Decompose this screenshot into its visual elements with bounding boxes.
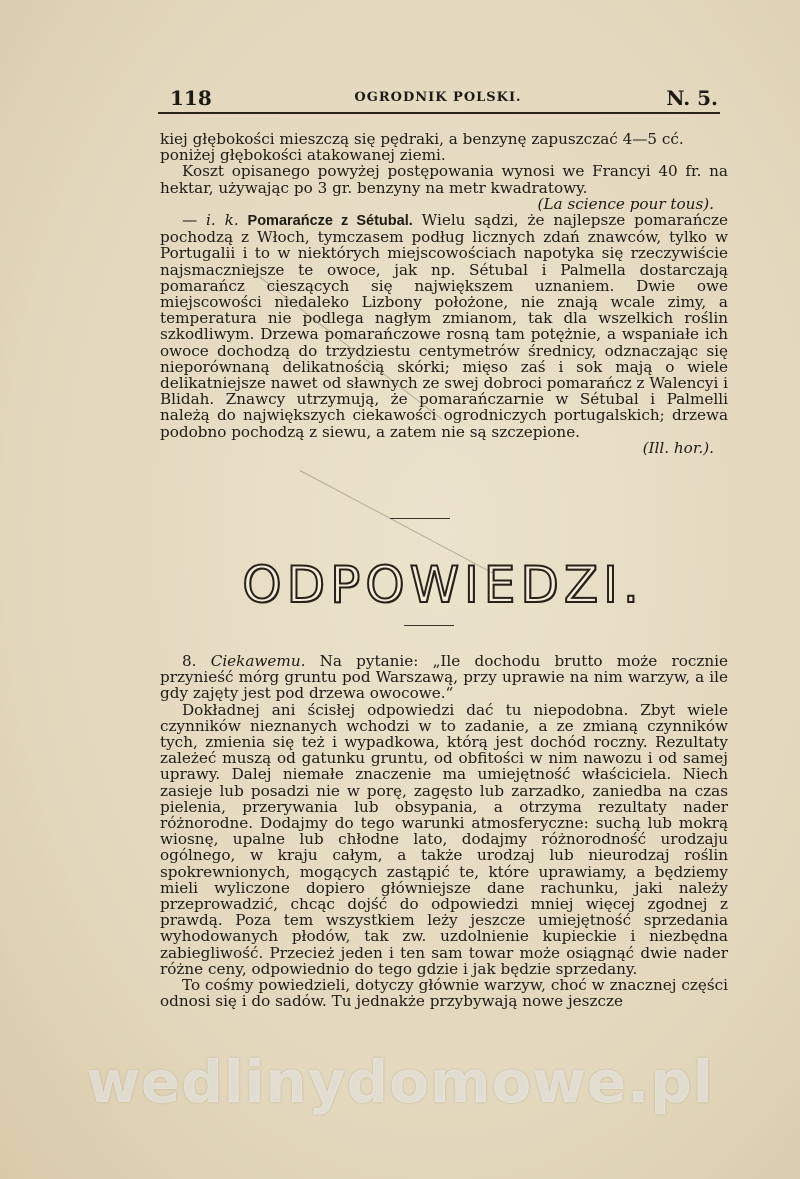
oranges-paragraph	[160, 212, 728, 440]
article-body: Wielu sądzi, że najlepsze pomarańcze pochodzą z Włoch, tymczasem podług licznych zdań znawców, tylko w Portugalii i to w niektórych miejscowościach napotyka się rzeczywiście najsmaczniejsze te owoce, jak np. Sétubal i Palmella dostarczają pomarańcz cieszących się największem uznaniem. Dwie owe miejscowości niedaleko Lizbony położone, nie znają wcale zimy, a temperatura nie podlega nagłym zmianom, tak dla wszelkich roślin szkodliwym. Drzewa pomarańczowe rosną tam potężnie, a wspaniałe ich owoce dochodzą do trzydziestu centymetrów średnicy, odznaczając się nieporównaną delikatnością skórki; mięso zaś i sok mają o wiele delikatniejsze nawet od sławnych ze swej dobroci pomarańcz z Walencyi i Blidah. Znawcy utrzymują, że pomarańczarnie w Sétubal i Palmelli należą do największych ciekawości ogrodniczych portugalskich; drzewa podobno pochodzą z siewu, a zatem nie są szczepione.	[160, 211, 729, 441]
page-number: 118	[170, 86, 212, 110]
answer-number: 8.	[182, 652, 197, 670]
answer-paragraph-2: To cośmy powiedzieli, dotyczy głównie warzyw, choć w znacznej części odnosi się i do sadów. Tu jednakże przybywają nowe jeszcze	[160, 976, 728, 1011]
continued-line-1: kiej głębokości mieszczą się pędraki, a benzynę zapuszczać 4—5 cć.	[160, 130, 684, 148]
answers-section	[160, 653, 728, 1009]
author-initials: — i. k.	[182, 211, 239, 230]
source-note-1: (La science pour tous).	[537, 194, 714, 213]
source-note-2: (Ill. hor.).	[642, 438, 714, 457]
journal-title: OGRODNIK POLSKI.	[354, 90, 522, 105]
section-title: ODPOWIEDZI.	[242, 556, 644, 614]
cost-paragraph: Koszt opisanego powyżej postępowania wynosi we Francyi 40 fr. na hektar, używając po 3 gr. benzyny na metr kwadratowy.	[160, 162, 728, 197]
article-heading: Pomarańcze z Sétubal.	[247, 213, 413, 230]
separator-rule-top	[390, 518, 450, 519]
article-top	[160, 131, 728, 456]
header-rule	[158, 112, 720, 114]
issue-number: N. 5.	[666, 86, 718, 110]
answer-paragraph-1: Dokładnej ani ścisłej odpowiedzi dać tu niepodobna. Zbyt wiele czynników nieznanych wchodzi w to zadanie, a ze zmianą czynników tych, zmienia się też i wypadkowa, którą jest dochód roczny. Rezultaty zależeć muszą od gatunku gruntu, od obfitości w nim nawozu i od samej uprawy. Dalej niemałe znaczenie ma umiejętność właściciela. Niech zasieje lub posadzi nie w porę, zagęsto lub zarzadko, zaniedba na czas pielenia, przerywania lub obsypania, a otrzyma rezultaty nader różnorodne. Dodajmy do tego warunki atmosferyczne: suchą lub mokrą wiosnę, upalne lub chłodne lato, dodajmy różnorodność urodzaju ogólnego, w kraju całym, a także urodzaj lub nieurodzaj roślin spokrewnionych, mogących zastąpić te, które uprawiamy, a będziemy mieli wyliczone dopiero główniejsze dane rachunku, jaki należy przeprowadzić, chcąc dojść do odpowiedzi mniej więcej zgodnej z prawdą. Poza tem wszystkiem leży jeszcze umiejętność sprzedania wyhodowanych płodów, tak zw. uzdolnienie kupieckie i niezbędna zabiegliwość. Przecież jeden i ten sam towar może osiągnąć dwie nader różne ceny, odpowiednio do tego gdzie i jak będzie sprzedany.	[160, 700, 728, 978]
separator-rule-bottom	[404, 625, 454, 626]
question-text: Na pytanie: „Ile dochodu brutto może rocznie przynieść mórg gruntu pod Warszawą, przy uprawie na nim warzyw, a ile gdy zajęty jest pod drzewa owocowe.“	[160, 652, 729, 703]
answer-question	[160, 653, 728, 702]
continued-line-2: poniżej głębokości atakowanej ziemi.	[160, 146, 446, 165]
running-header	[158, 84, 718, 114]
answer-addressee: Ciekawemu.	[210, 652, 306, 670]
watermark: wedlinydomowe.pl	[86, 1048, 714, 1116]
